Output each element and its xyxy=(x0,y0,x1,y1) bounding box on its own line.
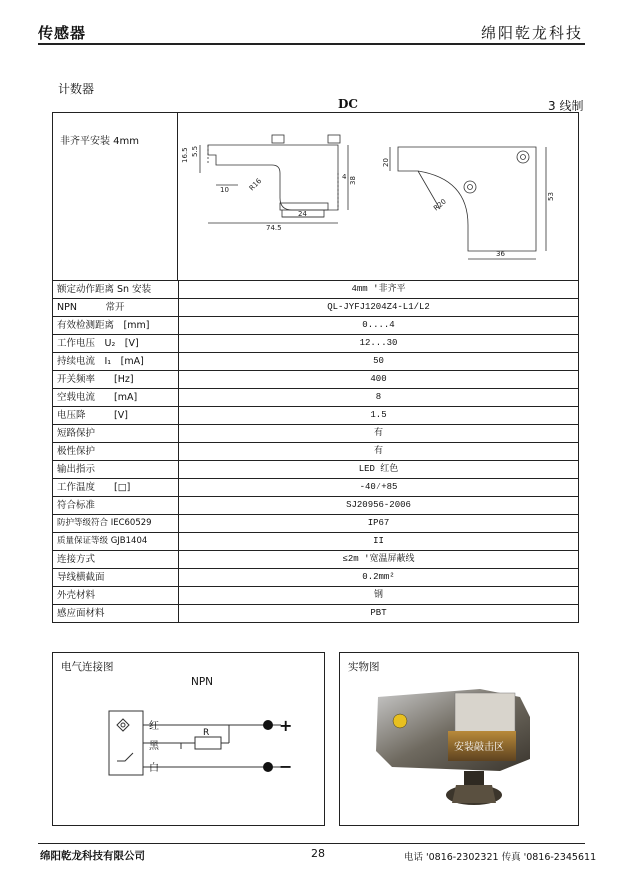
table-row xyxy=(53,425,579,443)
mounting-label: 非齐平安装 4mm xyxy=(60,136,140,147)
spec-value: II xyxy=(179,533,579,551)
wire-black-label: 黑 xyxy=(149,741,159,752)
table-row xyxy=(53,407,579,425)
minus-terminal xyxy=(263,762,273,772)
dim-5-5: 5.5 xyxy=(191,145,199,157)
dim-36: 36 xyxy=(496,250,505,258)
spec-label: 感应面材料 xyxy=(53,605,179,623)
tap-zone-sticker: 安装敲击区 xyxy=(454,742,504,753)
spec-table xyxy=(52,280,579,623)
dimension-drawing xyxy=(178,113,576,279)
spec-value: 0.2mm² xyxy=(179,569,579,587)
dim-r20: R20 xyxy=(432,197,448,213)
spec-value: 8 xyxy=(179,389,579,407)
spec-value: 钢 xyxy=(179,587,579,605)
spec-label: 空载电流 [mA] xyxy=(53,389,179,407)
spec-label: 工作电压 U₂ [V] xyxy=(53,335,179,353)
sensor-symbol xyxy=(109,711,143,775)
spec-value: SJ20956-2006 xyxy=(179,497,579,515)
dim-10: 10 xyxy=(220,186,229,194)
spec-label: 连接方式 xyxy=(53,551,179,569)
spec-label: 电压降 [V] xyxy=(53,407,179,425)
spec-label: 外壳材料 xyxy=(53,587,179,605)
spec-value: 4mm '非齐平 xyxy=(179,281,579,299)
table-row xyxy=(53,515,579,533)
dim-53: 53 xyxy=(547,192,555,201)
dim-16-5: 16.5 xyxy=(181,147,189,163)
dim-4: 4 xyxy=(342,173,347,181)
spec-value: LED 红色 xyxy=(179,461,579,479)
header-divider xyxy=(38,43,585,45)
wiring-schematic xyxy=(53,653,324,825)
footer-company: 绵阳乾龙科技有限公司 xyxy=(40,850,145,862)
spec-label: 防护等级符合 IEC60529 xyxy=(53,515,179,533)
product-photo xyxy=(340,653,578,825)
table-row xyxy=(53,533,579,551)
spec-label: 导线横截面 xyxy=(53,569,179,587)
spec-value: 1.5 xyxy=(179,407,579,425)
table-row xyxy=(53,551,579,569)
supply-type: DC xyxy=(338,97,358,111)
dim-24: 24 xyxy=(298,210,307,218)
wire-count: 3 线制 xyxy=(548,99,584,113)
dim-r16: R16 xyxy=(247,177,264,193)
page-number: 28 xyxy=(311,847,325,860)
wire-red-label: 红 xyxy=(149,721,159,732)
spec-value: IP67 xyxy=(179,515,579,533)
spec-value: ≤2m '宽温屏蔽线 xyxy=(179,551,579,569)
wire-white-label: 白 xyxy=(149,763,159,774)
spec-label: 输出指示 xyxy=(53,461,179,479)
section-title: 传感器 xyxy=(38,24,87,42)
spec-value: 12...30 xyxy=(179,335,579,353)
company-header: 绵阳乾龙科技 xyxy=(480,24,583,42)
table-row xyxy=(53,281,579,299)
table-row xyxy=(53,461,579,479)
table-row xyxy=(53,569,579,587)
spec-value: 有 xyxy=(179,425,579,443)
spec-label: 持续电流 I₁ [mA] xyxy=(53,353,179,371)
spec-label: 短路保护 xyxy=(53,425,179,443)
product-category: 计数器 xyxy=(58,82,95,96)
table-row xyxy=(53,389,579,407)
spec-value: 有 xyxy=(179,443,579,461)
photo-title: 实物图 xyxy=(348,661,380,673)
plus-label: + xyxy=(279,716,293,735)
resistor-symbol xyxy=(195,737,221,749)
table-row xyxy=(53,353,579,371)
spec-label: 工作温度 [□] xyxy=(53,479,179,497)
spec-value: 0....4 xyxy=(179,317,579,335)
spec-label: 极性保护 xyxy=(53,443,179,461)
dim-38: 38 xyxy=(349,176,357,185)
wiring-title: 电气连接图 xyxy=(61,661,114,673)
table-row xyxy=(53,335,579,353)
spec-label: 额定动作距离 Sn 安装 xyxy=(53,281,179,299)
footer-divider xyxy=(38,843,585,844)
dim-74-5: 74.5 xyxy=(266,224,282,232)
table-row xyxy=(53,497,579,515)
footer-contact: 电话 '0816-2302321 传真 '0816-2345611 xyxy=(404,852,597,863)
minus-label: − xyxy=(279,757,293,776)
table-row xyxy=(53,605,579,623)
resistor-label: R xyxy=(203,728,210,738)
spec-label: 有效检测距离 [mm] xyxy=(53,317,179,335)
spec-value: 50 xyxy=(179,353,579,371)
spec-label: 开关频率 [Hz] xyxy=(53,371,179,389)
wiring-diagram-panel xyxy=(52,652,325,826)
table-row xyxy=(53,299,579,317)
spec-value: -40⁄+85 xyxy=(179,479,579,497)
table-row xyxy=(53,443,579,461)
spec-label: 质量保证等级 GJB1404 xyxy=(53,533,179,551)
output-type: NPN xyxy=(191,676,214,688)
dim-20: 20 xyxy=(382,158,390,167)
table-row xyxy=(53,587,579,605)
table-row xyxy=(53,317,579,335)
table-row xyxy=(53,371,579,389)
spec-label: NPN 常开 xyxy=(53,299,179,317)
spec-value: QL-JYFJ1204Z4-L1/L2 xyxy=(179,299,579,317)
spec-value: 400 xyxy=(179,371,579,389)
product-photo-panel xyxy=(339,652,579,826)
plus-terminal xyxy=(263,720,273,730)
table-row xyxy=(53,479,579,497)
spec-label: 符合标准 xyxy=(53,497,179,515)
spec-value: PBT xyxy=(179,605,579,623)
